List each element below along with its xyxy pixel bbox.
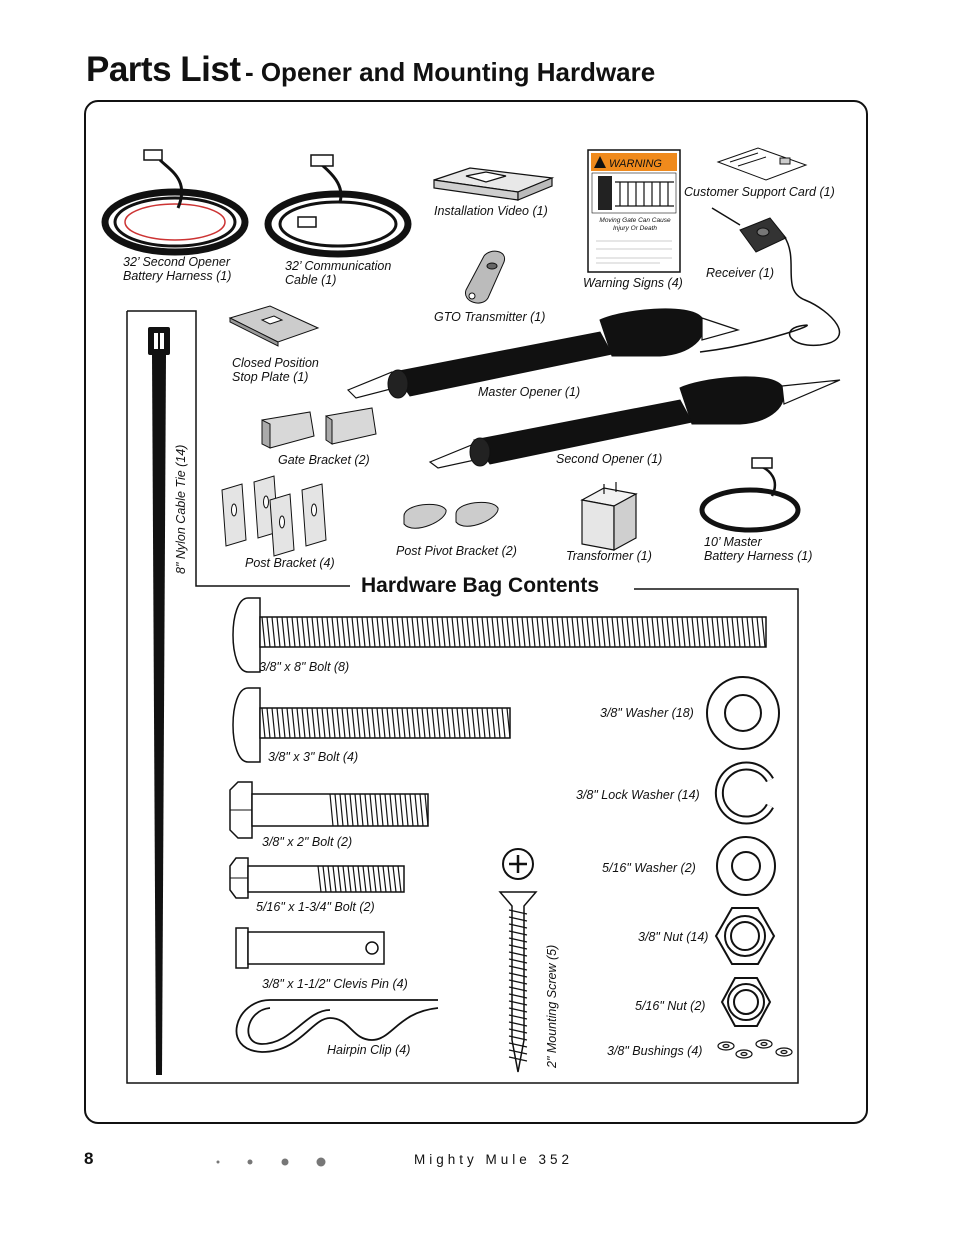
warning-sign-header: WARNING xyxy=(609,158,662,170)
label-washer-3-8: 3/8" Washer (18) xyxy=(600,706,694,720)
communication-cable-icon xyxy=(268,155,408,254)
label-bolt-3in: 3/8" x 3" Bolt (4) xyxy=(268,750,359,764)
mounting-screw-icon xyxy=(500,849,536,1072)
bolt-2in-icon xyxy=(230,782,428,838)
label-master-opener: Master Opener (1) xyxy=(478,385,581,399)
master-battery-harness-icon xyxy=(702,458,798,530)
clevis-pin-icon xyxy=(236,928,384,968)
post-pivot-bracket-icon xyxy=(404,502,498,528)
label-second-opener: Second Opener (1) xyxy=(556,452,663,466)
customer-support-card-icon xyxy=(718,148,806,180)
label-bolt-8in: 3/8" x 8" Bolt (8) xyxy=(259,660,350,674)
label-master-battery-harness: 10’ Master Battery Harness (1) xyxy=(704,535,813,563)
stop-plate-icon xyxy=(230,306,318,346)
page-title-main: Parts List xyxy=(86,50,241,89)
label-nut-5-16: 5/16" Nut (2) xyxy=(635,999,706,1013)
label-stop-plate: Closed Position Stop Plate (1) xyxy=(232,356,319,384)
installation-video-icon xyxy=(434,168,552,200)
lock-washer-icon xyxy=(719,766,770,820)
gate-bracket-icon xyxy=(262,408,376,448)
label-nut-3-8: 3/8" Nut (14) xyxy=(638,930,709,944)
bolt-5-16-icon xyxy=(230,858,404,898)
bushings-icon xyxy=(718,1040,792,1058)
label-bolt-2in: 3/8" x 2" Bolt (2) xyxy=(262,835,353,849)
label-bushings: 3/8" Bushings (4) xyxy=(607,1044,703,1058)
nut-3-8-icon xyxy=(716,908,774,964)
post-bracket-icon xyxy=(222,476,326,556)
label-hairpin-clip: Hairpin Clip (4) xyxy=(327,1043,411,1057)
label-clevis-pin: 3/8" x 1-1/2" Clevis Pin (4) xyxy=(262,977,408,991)
transformer-icon xyxy=(582,482,636,550)
hardware-bag-border xyxy=(127,311,798,1083)
label-receiver: Receiver (1) xyxy=(706,266,775,280)
page-number: 8 xyxy=(84,1149,94,1168)
nut-5-16-icon xyxy=(722,978,770,1026)
label-transformer: Transformer (1) xyxy=(566,549,652,563)
nylon-cable-tie-icon xyxy=(148,327,170,1075)
label-mounting-screw: 2" Mounting Screw (5) xyxy=(545,944,559,1068)
label-bolt-5-16: 5/16" x 1-3/4" Bolt (2) xyxy=(256,900,375,914)
label-installation-video: Installation Video (1) xyxy=(434,204,548,218)
washer-3-8-icon xyxy=(707,677,779,749)
label-second-battery-harness: 32’ Second Opener Battery Harness (1) xyxy=(123,255,232,283)
label-warning-signs: Warning Signs (4) xyxy=(583,276,683,290)
footer-product-name: Mighty Mule 352 xyxy=(414,1152,574,1167)
gto-transmitter-icon xyxy=(465,251,504,303)
label-nylon-cable-tie: 8" Nylon Cable Tie (14) xyxy=(174,444,188,574)
page-title-sub: - Opener and Mounting Hardware xyxy=(244,57,656,87)
label-customer-support-card: Customer Support Card (1) xyxy=(684,185,835,199)
label-washer-5-16: 5/16" Washer (2) xyxy=(602,861,696,875)
warning-sign-caption: Moving Gate Can Cause Injury Or Death xyxy=(599,217,671,232)
label-gate-bracket: Gate Bracket (2) xyxy=(278,453,370,467)
washer-5-16-icon xyxy=(717,837,775,895)
label-post-pivot-bracket: Post Pivot Bracket (2) xyxy=(396,544,517,558)
label-post-bracket: Post Bracket (4) xyxy=(245,556,335,570)
label-gto-transmitter: GTO Transmitter (1) xyxy=(434,310,546,324)
second-battery-harness-icon xyxy=(105,150,245,252)
hardware-bag-title: Hardware Bag Contents xyxy=(355,574,605,598)
label-lock-washer: 3/8" Lock Washer (14) xyxy=(576,788,700,802)
footer-dots xyxy=(217,1158,326,1167)
label-communication-cable: 32’ Communication Cable (1) xyxy=(285,259,392,287)
